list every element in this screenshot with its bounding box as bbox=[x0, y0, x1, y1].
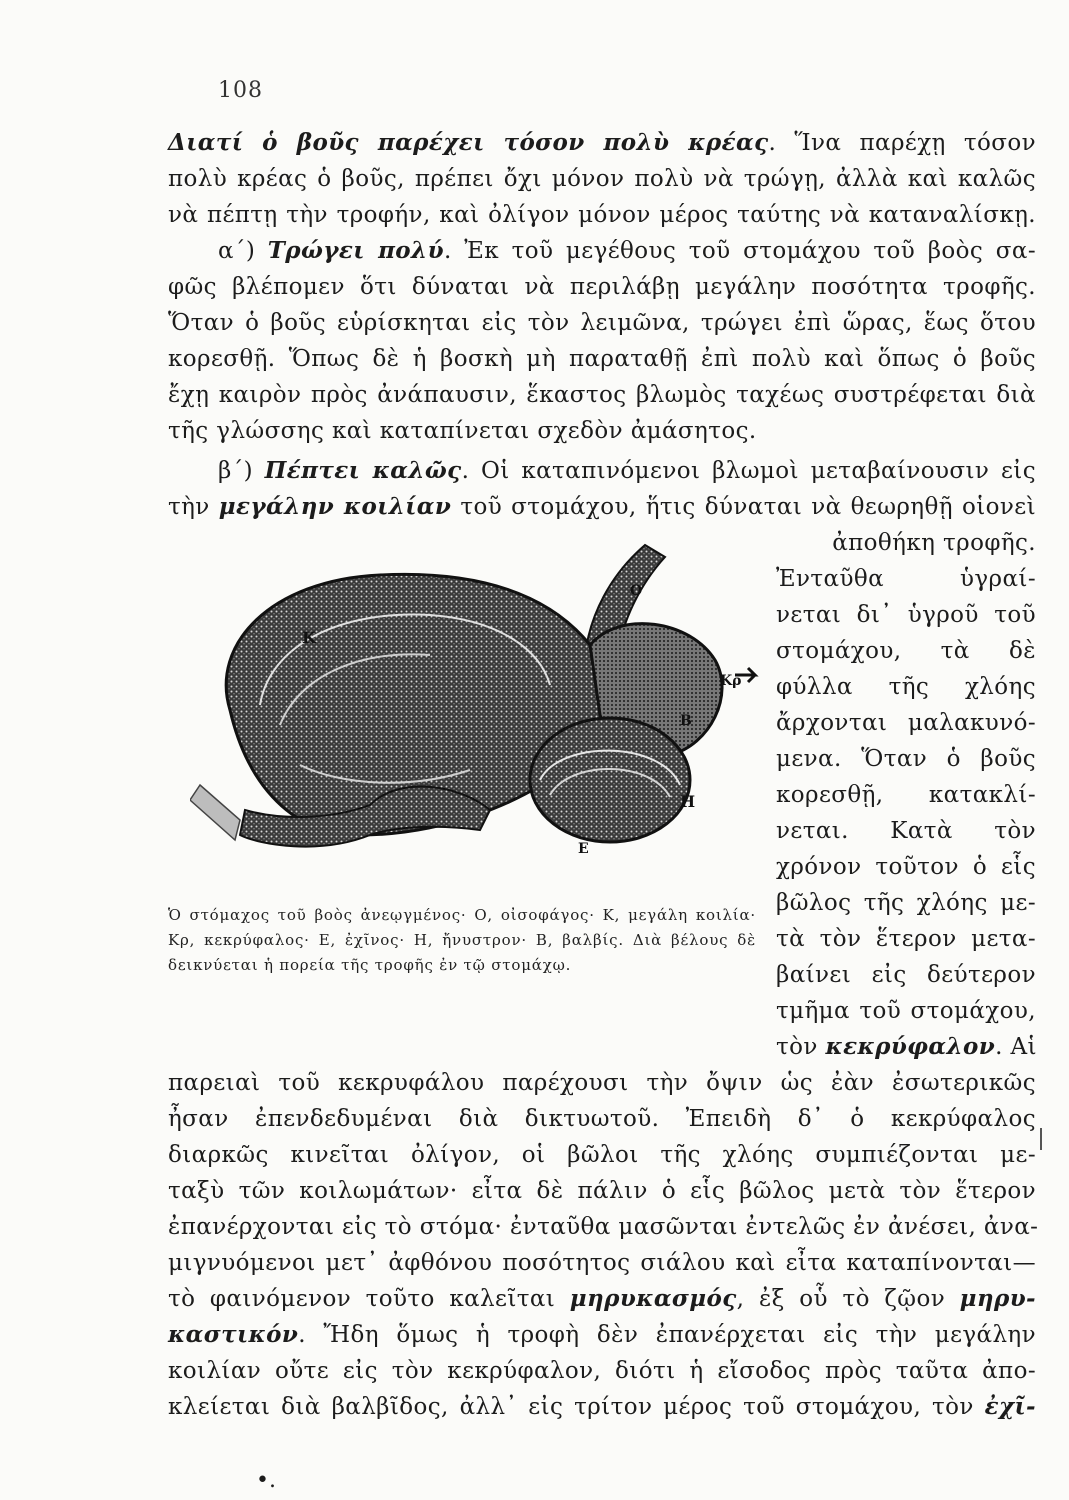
page-dot-mark: •. bbox=[256, 1468, 276, 1493]
body-line: πολὺ κρέας ὁ βοῦς, πρέπει ὄχι μόνον πολὺ νὰ τρώγῃ, ἀλλὰ καὶ καλῶς bbox=[168, 166, 1036, 192]
side-line: ἀποθήκη τροφῆς. bbox=[832, 530, 1036, 556]
body-line: τὸ φαινόμενον τοῦτο καλεῖται μηρυκασμός, ἐξ οὗ τὸ ζῷον μηρυ- bbox=[168, 1285, 1036, 1312]
body-line: Ὅταν ὁ βοῦς εὑρίσκηται εἰς τὸν λειμῶνα, τρώγει ἐπὶ ὥρας, ἕως ὅτου bbox=[168, 310, 1036, 336]
side-line: κορεσθῇ, κατακλί- bbox=[776, 782, 1036, 808]
body-line: τῆς γλώσσης καὶ καταπίνεται σχεδὸν ἀμάσητος. bbox=[168, 418, 757, 444]
side-line: νεται δι᾽ ὑγροῦ τοῦ bbox=[776, 602, 1036, 628]
side-line: στομάχου, τὰ δὲ bbox=[776, 638, 1036, 664]
omasum-shape bbox=[530, 718, 690, 842]
section-heading: Διατί ὁ βοῦς παρέχει τόσον πολὺ κρέας bbox=[168, 129, 769, 156]
duodenum-shape bbox=[190, 785, 240, 840]
body-line: α´) Τρώγει πολύ. Ἐκ τοῦ μεγέθους τοῦ στομάχου τοῦ βοὸς σα- bbox=[218, 237, 1036, 264]
term-megali-koilia: μεγάλην κοιλίαν bbox=[218, 493, 452, 520]
figure-label-e: Ε bbox=[578, 841, 589, 857]
subheading-peptei: Πέπτει καλῶς bbox=[264, 457, 462, 484]
body-line: καστικόν. Ἤδη ὅμως ἡ τροφὴ δὲν ἐπανέρχεται εἰς τὴν μεγάλην bbox=[168, 1321, 1036, 1348]
side-line: τὸν κεκρύφαλον. Αἱ bbox=[776, 1033, 1037, 1060]
body-line: ἐπανέρχονται εἰς τὸ στόμα· ἐνταῦθα μασῶνται ἐντελῶς ἐν ἀνέσει, ἀνα- bbox=[168, 1214, 1039, 1240]
body-line: παρειαὶ τοῦ κεκρυφάλου παρέχουσι τὴν ὄψιν ὡς ἐὰν ἐσωτερικῶς bbox=[168, 1070, 1036, 1096]
subheading-trogei: Τρώγει πολύ bbox=[267, 237, 444, 264]
body-line: ἦσαν ἐπενδεδυμέναι διὰ δικτυωτοῦ. Ἐπειδὴ δ᾽ ὁ κεκρύφαλος bbox=[168, 1106, 1036, 1132]
scan-mark bbox=[1040, 1128, 1042, 1150]
figure-label-k: Κ bbox=[302, 628, 316, 647]
side-line: βῶλος τῆς χλόης με- bbox=[776, 890, 1036, 916]
figure-label-b: Β bbox=[680, 713, 692, 729]
side-line: ἄρχονται μαλακυνό- bbox=[776, 710, 1036, 736]
body-line: β´) Πέπτει καλῶς. Οἱ καταπινόμενοι βλωμοὶ μεταβαίνουσιν εἰς bbox=[218, 457, 1036, 484]
stomach-illustration bbox=[190, 535, 775, 875]
body-line: Διατί ὁ βοῦς παρέχει τόσον πολὺ κρέας. Ἵνα παρέχῃ τόσον bbox=[168, 129, 1036, 156]
body-line: ταξὺ τῶν κοιλωμάτων· εἶτα δὲ πάλιν ὁ εἷς βῶλος μετὰ τὸν ἕτερον bbox=[168, 1178, 1036, 1204]
term-echinos: ἐχῖ- bbox=[984, 1393, 1036, 1420]
side-line: βαίνει εἰς δεύτερον bbox=[776, 962, 1036, 988]
body-line: φῶς βλέπομεν ὅτι δύναται νὰ περιλάβῃ μεγάλην ποσότητα τροφῆς. bbox=[168, 274, 1036, 300]
side-line: χρόνον τοῦτον ὁ εἷς bbox=[776, 854, 1036, 880]
page-number: 108 bbox=[218, 78, 263, 103]
side-line: τὰ τὸν ἕτερον μετα- bbox=[776, 926, 1036, 952]
side-line: Ἐνταῦθα ὑγραί- bbox=[776, 566, 1036, 592]
side-line: μενα. Ὅταν ὁ βοῦς bbox=[776, 746, 1036, 772]
term-miryka: μηρυ- bbox=[959, 1285, 1036, 1312]
side-line: τμῆμα τοῦ στομάχου, bbox=[776, 998, 1036, 1024]
body-line: τὴν μεγάλην κοιλίαν τοῦ στομάχου, ἥτις δύναται νὰ θεωρηθῇ οἱονεὶ bbox=[168, 493, 1036, 520]
body-line: κλείεται διὰ βαλβῖδος, ἀλλ᾽ εἰς τρίτον μέρος τοῦ στομάχου, τὸν ἐχῖ- bbox=[168, 1393, 1036, 1420]
body-line: διαρκῶς κινεῖται ὀλίγον, οἱ βῶλοι τῆς χλόης συμπιέζονται με- bbox=[168, 1142, 1036, 1168]
side-line: νεται. Κατὰ τὸν bbox=[776, 818, 1036, 844]
body-line: νὰ πέπτῃ τὴν τροφήν, καὶ ὀλίγον μόνον μέρος ταύτης νὰ καταναλίσκῃ. bbox=[168, 202, 1036, 228]
figure-caption: Ὁ στόμαχος τοῦ βοὸς ἀνεῳγμένος· Ο, οἰσοφάγος· Κ, μεγάλη κοιλία· Κρ, κεκρύφαλος· Ε, ἐχῖνος· Η, ἤνυστρον· Β, βαλβίς. Διὰ βέλους δὲ δεικνύεται ἡ πορεία τῆς τροφῆς ἐν τῷ στομάχῳ. bbox=[168, 906, 756, 974]
body-line: ἔχῃ καιρὸν πρὸς ἀνάπαυσιν, ἕκαστος βλωμὸς ταχέως συστρέφεται διὰ bbox=[168, 382, 1036, 408]
figure-label-kr: Κρ bbox=[720, 673, 742, 689]
term-mirykasmos: μηρυκασμός bbox=[569, 1285, 737, 1312]
term-kekryfalos: κεκρύφαλον bbox=[825, 1033, 996, 1060]
figure-label-h: Η bbox=[680, 792, 696, 811]
body-line: κοιλίαν οὔτε εἰς τὸν κεκρύφαλον, διότι ἡ εἴσοδος πρὸς ταῦτα ἀπο- bbox=[168, 1358, 1036, 1384]
side-line: φύλλα τῆς χλόης bbox=[776, 674, 1036, 700]
figure-label-o: Ο bbox=[630, 583, 643, 599]
term-mirykastikon: καστικόν bbox=[168, 1321, 299, 1348]
body-line: μιγνυόμενοι μετ᾽ ἀφθόνου ποσότητος σιάλου καὶ εἶτα καταπίνονται— bbox=[168, 1250, 1036, 1276]
body-line: κορεσθῇ. Ὅπως δὲ ἡ βοσκὴ μὴ παραταθῇ ἐπὶ πολὺ καὶ ὅπως ὁ βοῦς bbox=[168, 346, 1036, 372]
